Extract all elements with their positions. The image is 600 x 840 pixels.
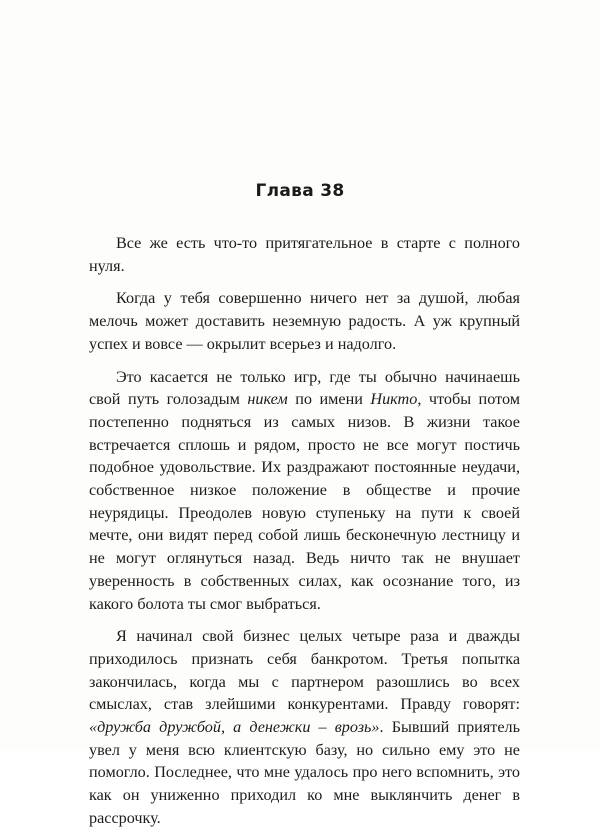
paragraph-text: Когда у тебя совершенно ничего нет за душой, любая мелочь может доставить неземную радость. А уж крупный успех и вовсе — окрылит всерьез и надолго. (89, 289, 520, 353)
paragraph (89, 287, 520, 355)
paragraph (89, 232, 520, 277)
paragraph-text: Я начинал свой бизнес целых четыре раза и дважды приходилось признать себя банкротом. Третья попытка закончилась, когда мы с партнером разошлись во всех смыслах, став злейшими конкурентами. Правду говорят: (89, 627, 520, 714)
chapter-title: Глава 38 (255, 181, 345, 201)
italic-phrase: Никто (370, 390, 418, 409)
italic-phrase: никем (247, 390, 288, 409)
paragraph-text: по имени (287, 390, 371, 409)
paragraph-text: Это касается не только игр, где ты обычно начинаешь свой путь голозадым (89, 367, 520, 409)
paragraph-text: Все же есть что-то притягательное в старте с полного нуля. (89, 234, 520, 275)
italic-quote: «дружба дружбой, а денежки – врозь» (89, 718, 380, 737)
chapter-body (89, 232, 520, 840)
paragraph (89, 625, 520, 829)
paragraph-text: . Бывший приятель увел у меня всю клиентскую базу, но сильно ему это не помогло. Последнее, что мне удалось про него вспомнить, это как он униженно приходил ко мне выклянчить денег в рассрочку. (89, 718, 520, 827)
paragraph-text: , чтобы потом постепенно подняться из самых низов. В жизни такое встречается сплошь и рядом, просто не все могут постичь подобное удовольствие. Их раздражают постоянные неудачи, собственное низкое положение в обществе и прочие неурядицы. Преодолев новую ступеньку на пути к своей мечте, они видят перед собой лишь бесконечную лестницу и не могут оглянуться назад. Ведь ничто так не внушает уверенность в собственных силах, как осознание того, из какого болота ты смог выбраться. (89, 390, 520, 613)
paragraph (89, 366, 520, 616)
